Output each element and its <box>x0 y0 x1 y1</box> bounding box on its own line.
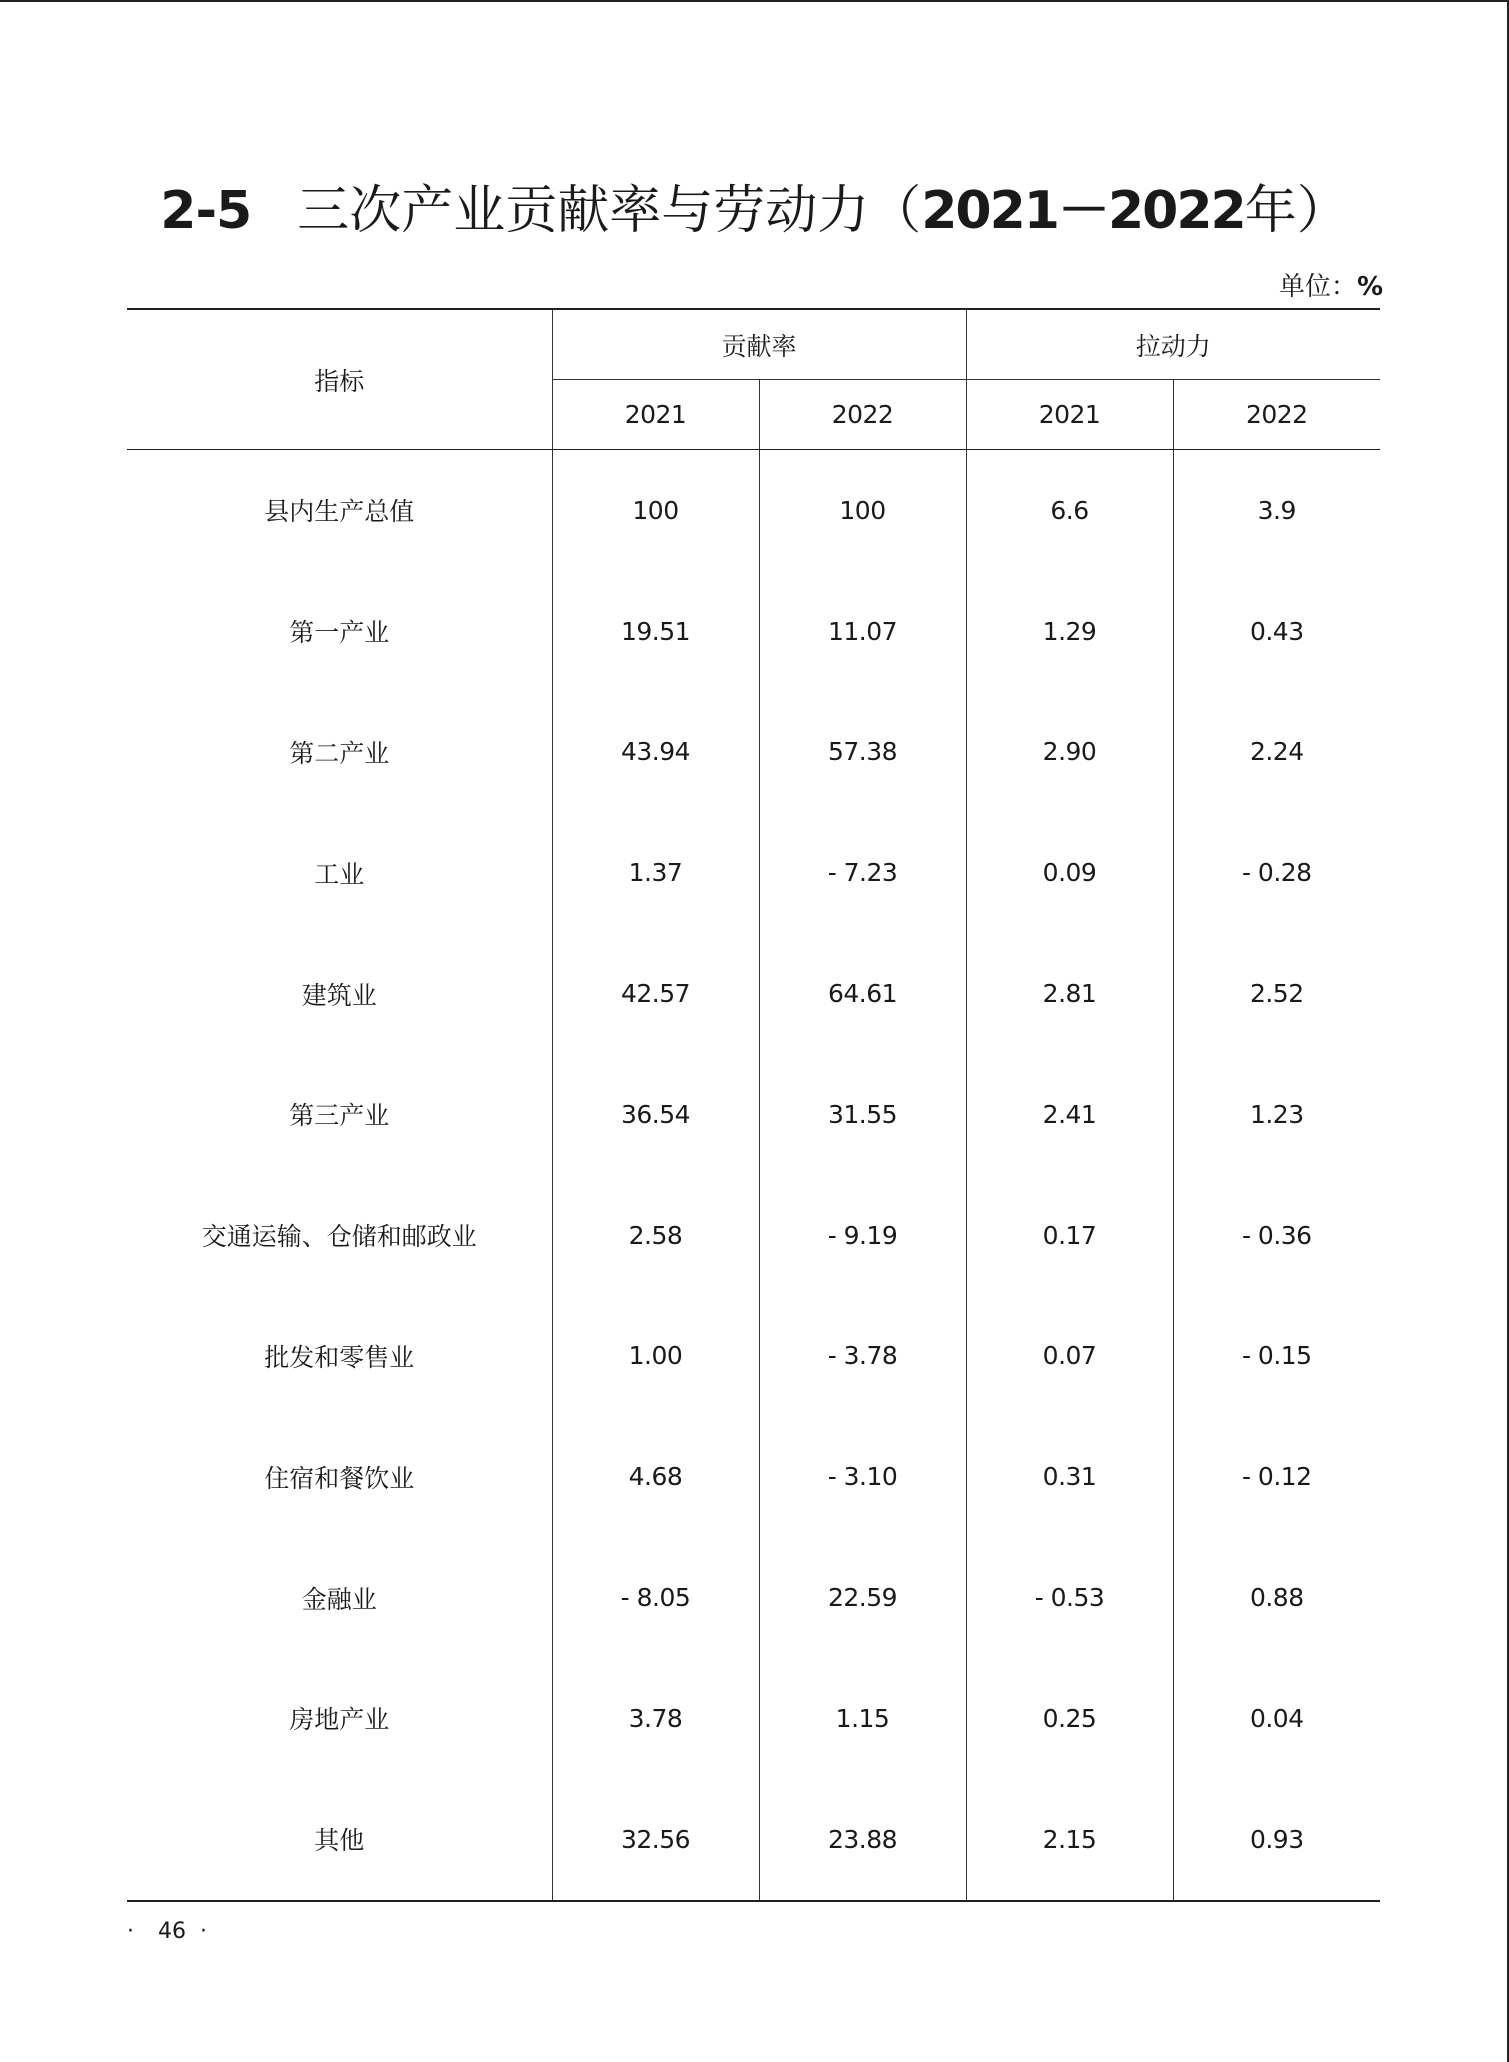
year-header: 2021 <box>966 380 1173 450</box>
value-cell: 64.61 <box>759 933 966 1054</box>
table-row <box>127 1175 1380 1296</box>
value-cell: 57.38 <box>759 692 966 813</box>
value-cell: 1.15 <box>759 1658 966 1779</box>
table-body <box>127 450 1380 1901</box>
value-cell: 0.88 <box>1173 1537 1380 1658</box>
year-header: 2022 <box>1173 380 1380 450</box>
value-cell: 4.68 <box>552 1416 759 1537</box>
value-cell: 11.07 <box>759 571 966 692</box>
unit-text: 单位： <box>1278 272 1357 302</box>
row-label: 其他 <box>127 1779 552 1901</box>
value-cell: 1.37 <box>552 812 759 933</box>
row-label: 县内生产总值 <box>264 497 415 527</box>
table-row <box>127 1658 1380 1779</box>
row-label: 建筑业 <box>301 980 377 1010</box>
row-label: 工业 <box>314 859 365 889</box>
page-title <box>0 178 1509 244</box>
value-cell: 0.25 <box>966 1658 1173 1779</box>
table-number: 2-5 <box>160 181 252 241</box>
table-row <box>127 812 1380 933</box>
value-cell: - 7.23 <box>759 812 966 933</box>
group-header-contribution: 贡献率 <box>552 309 966 380</box>
row-label: 第二产业 <box>289 738 390 768</box>
row-label: 房地产业 <box>289 1705 390 1735</box>
value-cell: 2.41 <box>966 1054 1173 1175</box>
value-cell: 23.88 <box>759 1779 966 1901</box>
value-cell: 6.6 <box>966 450 1173 571</box>
year-header: 2022 <box>759 380 966 450</box>
year-header: 2021 <box>552 380 759 450</box>
value-cell: 100 <box>552 450 759 571</box>
table-row <box>127 571 1380 692</box>
row-label: 批发和零售业 <box>264 1342 415 1372</box>
value-cell: 2.52 <box>1173 933 1380 1054</box>
value-cell: 0.09 <box>966 812 1173 933</box>
value-cell: 0.31 <box>966 1416 1173 1537</box>
value-cell: 31.55 <box>759 1054 966 1175</box>
value-cell: 32.56 <box>552 1779 759 1901</box>
row-label: 第一产业 <box>289 618 390 648</box>
value-cell: 22.59 <box>759 1537 966 1658</box>
value-cell: - 0.36 <box>1173 1175 1380 1296</box>
group-header-pull: 拉动力 <box>966 309 1380 380</box>
table-row <box>127 933 1380 1054</box>
value-cell: - 0.53 <box>966 1537 1173 1658</box>
value-cell: 100 <box>759 450 966 571</box>
row-header-cell: 指标 <box>127 309 552 450</box>
value-cell: 3.78 <box>552 1658 759 1779</box>
header-row-groups <box>127 309 1380 380</box>
value-cell: - 3.78 <box>759 1296 966 1417</box>
value-cell: 0.04 <box>1173 1658 1380 1779</box>
value-cell: 0.43 <box>1173 571 1380 692</box>
table-row <box>127 1779 1380 1901</box>
value-cell: 2.90 <box>966 692 1173 813</box>
page-dot-left: · <box>127 1919 134 1944</box>
row-label: 金融业 <box>301 1584 377 1614</box>
value-cell: - 0.28 <box>1173 812 1380 933</box>
value-cell: - 8.05 <box>552 1537 759 1658</box>
value-cell: 43.94 <box>552 692 759 813</box>
value-cell: 19.51 <box>552 571 759 692</box>
page-number <box>127 1917 221 1947</box>
value-cell: 2.15 <box>966 1779 1173 1901</box>
data-table <box>127 308 1380 1902</box>
value-cell: 3.9 <box>1173 450 1380 571</box>
value-cell: - 3.10 <box>759 1416 966 1537</box>
title-suffix: 年） <box>1244 181 1349 241</box>
value-cell: 1.29 <box>966 571 1173 692</box>
unit-label <box>1279 270 1383 304</box>
title-years: 2021－2022 <box>921 181 1245 241</box>
page-number-value: 46 <box>158 1919 186 1944</box>
value-cell: 1.23 <box>1173 1054 1380 1175</box>
page-border-top <box>0 0 1509 2</box>
title-text: 三次产业贡献率与劳动力（ <box>297 181 922 241</box>
value-cell: 0.93 <box>1173 1779 1380 1901</box>
value-cell: 1.00 <box>552 1296 759 1417</box>
value-cell: - 0.15 <box>1173 1296 1380 1417</box>
table-row <box>127 1416 1380 1537</box>
table-row <box>127 1054 1380 1175</box>
value-cell: 0.17 <box>966 1175 1173 1296</box>
page-dot-right: · <box>200 1919 207 1944</box>
row-label: 第三产业 <box>289 1101 390 1131</box>
value-cell: 36.54 <box>552 1054 759 1175</box>
value-cell: - 0.12 <box>1173 1416 1380 1537</box>
table-row <box>127 1537 1380 1658</box>
value-cell: 0.07 <box>966 1296 1173 1417</box>
table-row <box>127 692 1380 813</box>
value-cell: 2.81 <box>966 933 1173 1054</box>
value-cell: 2.58 <box>552 1175 759 1296</box>
table-row <box>127 1296 1380 1417</box>
row-label: 交通运输、仓储和邮政业 <box>201 1222 477 1252</box>
value-cell: 2.24 <box>1173 692 1380 813</box>
table-row <box>127 450 1380 571</box>
value-cell: 42.57 <box>552 933 759 1054</box>
value-cell: - 9.19 <box>759 1175 966 1296</box>
row-label: 住宿和餐饮业 <box>264 1463 415 1493</box>
unit-symbol: % <box>1356 272 1383 302</box>
